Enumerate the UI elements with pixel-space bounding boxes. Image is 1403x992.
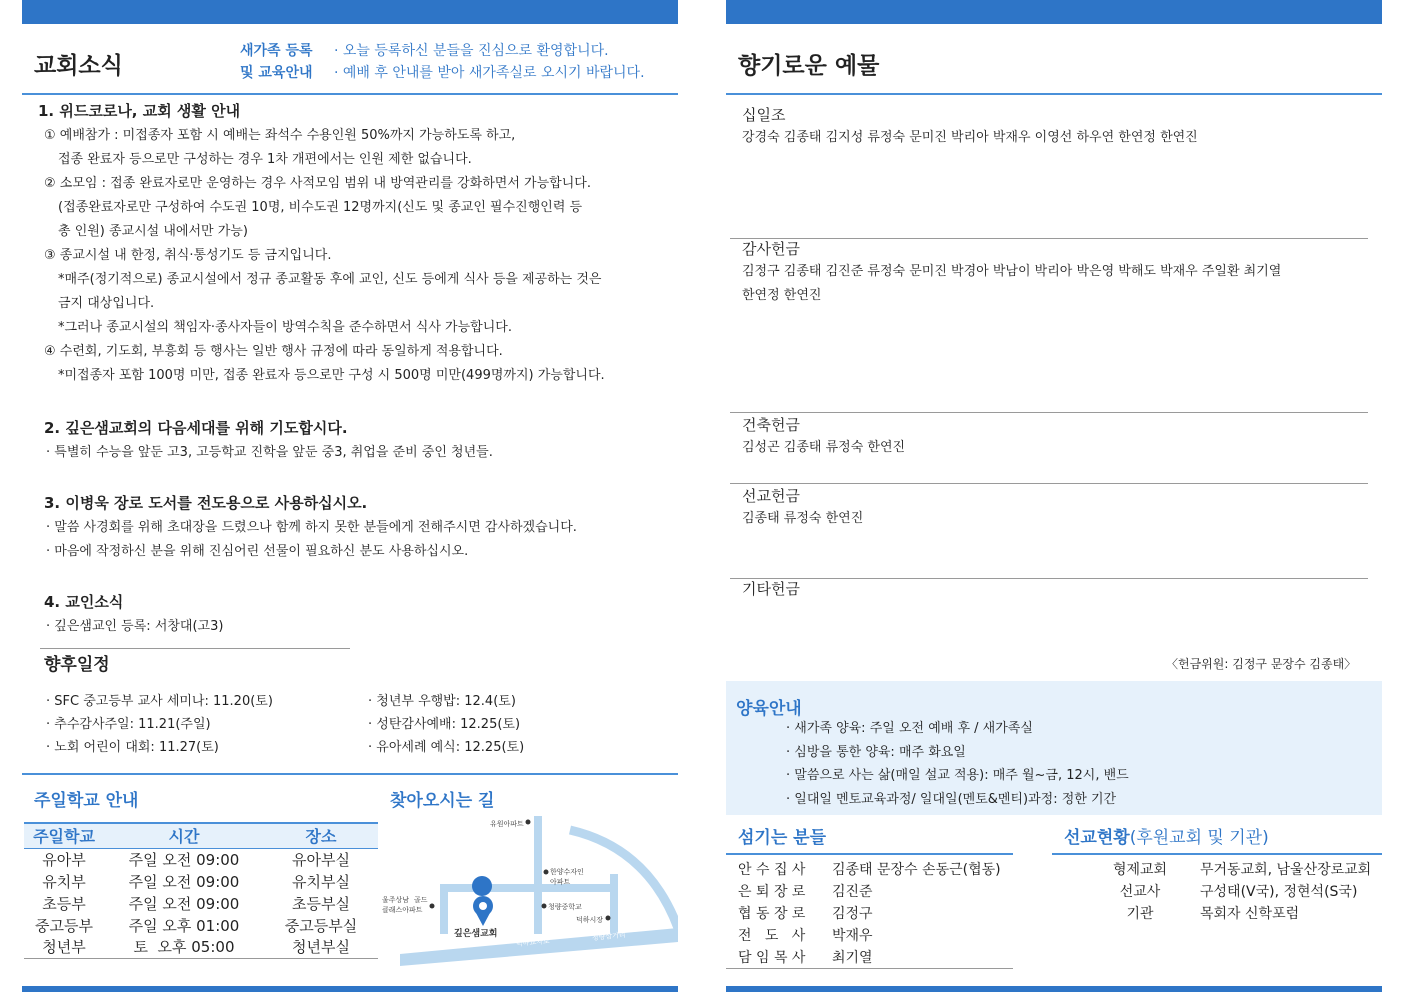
offering-label: 건축헌금 <box>742 416 800 434</box>
directions-title: 찾아오시는 길 <box>390 791 495 811</box>
servant-role: 협 동 장 로 <box>738 906 806 922</box>
offering-committee: 〈헌금위원: 김정구 문장수 김종태〉 <box>1166 657 1357 671</box>
nurture-item: · 심방을 통한 양육: 매주 화요일 <box>786 744 966 760</box>
map-road-h1 <box>440 884 616 892</box>
servants-title: 섬기는 분들 <box>738 828 827 848</box>
golden-label-pre: 울주상남 <box>382 896 410 904</box>
cell-dept: 유아부 <box>42 850 86 869</box>
map-road-h0 <box>440 884 448 934</box>
bottom-bar-right <box>726 986 1382 992</box>
upcoming-item: · 청년부 우행밥: 12.4(토) <box>368 694 516 709</box>
servants-table <box>738 858 1001 968</box>
section2-line: · 특별히 수능을 앞둔 고3, 고등학교 진학을 앞둔 중3, 취업을 준비 중인 청년들. <box>46 445 493 460</box>
offering-other <box>742 578 800 600</box>
cell-place: 청년부실 <box>292 938 350 957</box>
table-row <box>738 858 1001 880</box>
table-row <box>1080 858 1371 880</box>
servants-bottom-line <box>726 968 1013 969</box>
newcomer-line-1: · 오늘 등록하신 분들을 진심으로 환영합니다. <box>334 43 609 59</box>
top-bar-left <box>22 0 678 24</box>
offering-label: 십일조 <box>742 106 786 124</box>
upcoming-item: · 성탄감사예배: 12.25(토) <box>368 717 521 732</box>
cell-place: 유치부실 <box>292 872 350 891</box>
s1-line: *그러나 종교시설의 책임자·종사자들이 방역수칙을 준수하면서 식사 가능합니다. <box>58 320 512 335</box>
right-header-divider <box>726 93 1382 95</box>
bottom-bar-left <box>22 986 678 992</box>
cell-place: 유아부실 <box>292 850 350 869</box>
hanyang-label-2: 아파트 <box>550 878 571 886</box>
map-curve-road <box>570 830 678 928</box>
section4-line: · 깊은샘교인 등록: 서창대(고3) <box>46 619 224 634</box>
servant-role: 안 수 집 사 <box>738 862 806 878</box>
section1-title: 1. 위드코로나, 교회 생활 안내 <box>38 102 241 120</box>
s1-line: (접종완료자로만 구성하여 수도권 10명, 비수도권 12명까지(신도 및 종교인 필수진행인력 등 <box>58 200 583 215</box>
offering-divider <box>730 483 1368 484</box>
offering-names: 강경숙 김종태 김지성 류정숙 문미진 박리아 박재우 이영선 하우연 한연정 한연진 <box>742 130 1198 145</box>
offering-names: 한연정 한연진 <box>742 288 822 303</box>
servant-names: 최기열 <box>832 950 873 966</box>
offering-names: 김성곤 김종태 류정숙 한연진 <box>742 440 906 455</box>
yuwon-dot <box>526 820 531 825</box>
road-label-1: 덕하교차로 <box>515 937 550 948</box>
market-label: 덕하시장 <box>576 916 604 924</box>
newcomer-text <box>334 40 645 84</box>
nurture-list <box>786 717 1129 811</box>
newcomer-label-2: 및 교육안내 <box>240 65 313 81</box>
col-header-time: 시간 <box>168 827 200 847</box>
left-header-divider <box>22 93 678 95</box>
hanyang-dot <box>544 870 549 875</box>
mission-title-main: 선교현황 <box>1064 828 1130 848</box>
upcoming-col1 <box>46 690 273 759</box>
mission-category: 형제교회 <box>1112 862 1168 878</box>
table-row <box>24 848 378 870</box>
cell-time: 주일 오후 01:00 <box>128 916 240 935</box>
table-row <box>1080 902 1371 924</box>
offering-divider <box>730 578 1368 579</box>
upcoming-item: · 유아세례 예식: 12.25(토) <box>368 740 525 755</box>
golden-label: 골드 <box>414 896 428 904</box>
upcoming-col2 <box>368 690 524 759</box>
top-bar-right <box>726 0 1382 24</box>
table-row <box>738 902 1001 924</box>
s1-line: 금지 대상입니다. <box>58 296 155 311</box>
offering-names: 김정구 김종태 김진준 류정숙 문미진 박경아 박남이 박리아 박은영 박해도 박재우 주일환 최기열 <box>742 264 1282 279</box>
table-row <box>24 892 378 914</box>
bottom-section-divider <box>22 773 678 775</box>
mission-detail: 목회자 신학포럼 <box>1200 906 1300 922</box>
cheongnyang-dot <box>542 904 547 909</box>
s3-line: · 마음에 작정하신 분을 위해 진심어린 선물이 필요하신 분도 사용하십시오. <box>46 544 469 559</box>
nurture-title: 양육안내 <box>736 699 802 719</box>
section2-title: 2. 깊은샘교회의 다음세대를 위해 기도합시다. <box>44 419 348 437</box>
road-label-2: 청량삼거리 <box>591 931 626 942</box>
cell-time: 토 오후 05:00 <box>133 938 235 957</box>
section3-body <box>46 516 577 564</box>
servant-role: 전 도 사 <box>738 928 806 944</box>
hanyang-label: 한양수자인 <box>550 868 584 876</box>
upcoming-top-divider <box>40 648 350 649</box>
offering-mission <box>742 485 863 531</box>
upcoming-item: · 추수감사주일: 11.21(주일) <box>46 717 211 732</box>
yuwon-label: 유원아파트 <box>490 820 524 828</box>
s1-line: 접종 완료자 등으로만 구성하는 경우 1차 개편에서는 인원 제한 없습니다. <box>58 152 472 167</box>
newcomer-label-1: 새가족 등록 <box>240 43 313 59</box>
upcoming-item: · 노회 어린이 대회: 11.27(토) <box>46 740 219 755</box>
cell-dept: 청년부 <box>42 938 86 957</box>
s1-line: ② 소모임 : 접종 완료자로만 운영하는 경우 사적모임 범위 내 방역관리를 강화하면서 가능합니다. <box>44 176 591 191</box>
s3-line: · 말씀 사경회를 위해 초대장을 드렸으나 함께 하지 못한 분들에게 전해주시면 감사하겠습니다. <box>46 520 577 535</box>
table-row <box>24 914 378 936</box>
mission-table <box>1080 858 1371 924</box>
church-label: 깊은샘교회 <box>454 929 498 939</box>
s1-line: ③ 종교시설 내 한정, 취식·통성기도 등 금지입니다. <box>44 248 332 263</box>
nurture-item: · 새가족 양육: 주일 오전 예배 후 / 새가족실 <box>786 721 1033 736</box>
market-dot <box>606 916 611 921</box>
mission-title <box>1064 823 1269 848</box>
offering-names: 김종태 류정숙 한연진 <box>742 511 864 526</box>
section1-body <box>44 124 605 388</box>
s1-line: 총 인원) 종교시설 내에서만 가능) <box>58 224 248 239</box>
golden-label-2: 클래스아파트 <box>382 906 423 914</box>
offering-thanks <box>742 238 1281 308</box>
servant-names: 김정구 <box>832 906 873 922</box>
offering-divider <box>730 412 1368 413</box>
s1-line: *미접종자 포함 100명 미만, 접종 완료자 등으로만 구성 시 500명 미만(499명까지) 가능합니다. <box>58 368 605 383</box>
newcomer-line-2: · 예배 후 안내를 받아 새가족실로 오시기 바랍니다. <box>334 65 645 81</box>
newcomer-label <box>240 40 313 84</box>
col-header-place: 장소 <box>305 827 337 847</box>
table-row <box>738 946 1001 968</box>
sunday-school-title: 주일학교 안내 <box>34 791 139 811</box>
cell-dept: 유치부 <box>42 872 86 891</box>
s1-line: ① 예배참가 : 미접종자 포함 시 예배는 좌석수 수용인원 50%까지 가능하도록 하고, <box>44 128 516 143</box>
sunday-school-table-wrap <box>24 822 378 959</box>
servant-role: 담 임 목 사 <box>738 950 806 966</box>
mission-category: 선교사 <box>1119 884 1161 900</box>
col-header-dept: 주일학교 <box>33 827 95 847</box>
offering-label: 선교헌금 <box>742 487 800 505</box>
table-row <box>24 870 378 892</box>
map-road-v1 <box>534 816 542 934</box>
mission-title-sub: (후원교회 및 기관) <box>1129 828 1269 848</box>
upcoming-title: 향후일정 <box>44 655 110 675</box>
servant-names: 김종태 문장수 손동근(협동) <box>832 862 1001 878</box>
cheongnyang-label: 청량중학교 <box>548 903 582 911</box>
cell-dept: 중고등부 <box>35 916 93 935</box>
cell-time: 주일 오전 09:00 <box>128 894 240 913</box>
nurture-item: · 일대일 멘토교육과정/ 일대일(멘토&멘티)과정: 정한 기간 <box>786 791 1117 807</box>
servant-role: 은 퇴 장 로 <box>738 884 806 900</box>
offering-tithe <box>742 104 1198 150</box>
mission-detail: 구성태(V국), 정현석(S국) <box>1200 884 1358 900</box>
section4-title: 4. 교인소식 <box>44 593 124 611</box>
table-row <box>738 880 1001 902</box>
map-road-v2 <box>610 874 618 934</box>
offering-title: 향기로운 예물 <box>738 53 880 79</box>
nurture-item: · 말씀으로 사는 삶(매일 설교 적용): 매주 월~금, 12시, 밴드 <box>786 768 1129 783</box>
sunday-school-table <box>24 824 378 959</box>
cell-time: 주일 오전 09:00 <box>128 850 240 869</box>
church-news-title: 교회소식 <box>34 53 123 79</box>
table-row <box>1080 880 1371 902</box>
mission-top-line <box>1052 853 1382 855</box>
table-row <box>24 936 378 958</box>
offering-label: 기타헌금 <box>742 580 800 598</box>
mission-detail: 무거동교회, 남울산장로교회 <box>1200 862 1372 878</box>
offering-building <box>742 414 905 460</box>
cell-time: 주일 오전 09:00 <box>128 872 240 891</box>
golden-dot <box>430 904 435 909</box>
servant-names: 박재우 <box>832 928 873 944</box>
cell-place: 중고등부실 <box>284 916 358 935</box>
servants-top-line <box>726 853 1013 855</box>
section3-title: 3. 이병욱 장로 도서를 전도용으로 사용하십시오. <box>44 494 368 512</box>
offering-label: 감사헌금 <box>742 240 800 258</box>
directions-map <box>380 808 678 968</box>
cell-dept: 초등부 <box>42 894 86 913</box>
cell-place: 초등부실 <box>292 894 350 913</box>
servant-names: 김진준 <box>832 884 873 900</box>
upcoming-item: · SFC 중고등부 교사 세미나: 11.20(토) <box>46 694 273 709</box>
s1-line: *매주(정기적으로) 종교시설에서 정규 종교활동 후에 교인, 신도 등에게 식사 등을 제공하는 것은 <box>58 272 602 287</box>
s1-line: ④ 수련회, 기도회, 부흥회 등 행사는 일반 행사 규정에 따라 동일하게 적용합니다. <box>44 344 503 359</box>
table-row <box>738 924 1001 946</box>
mission-category: 기관 <box>1126 906 1154 922</box>
